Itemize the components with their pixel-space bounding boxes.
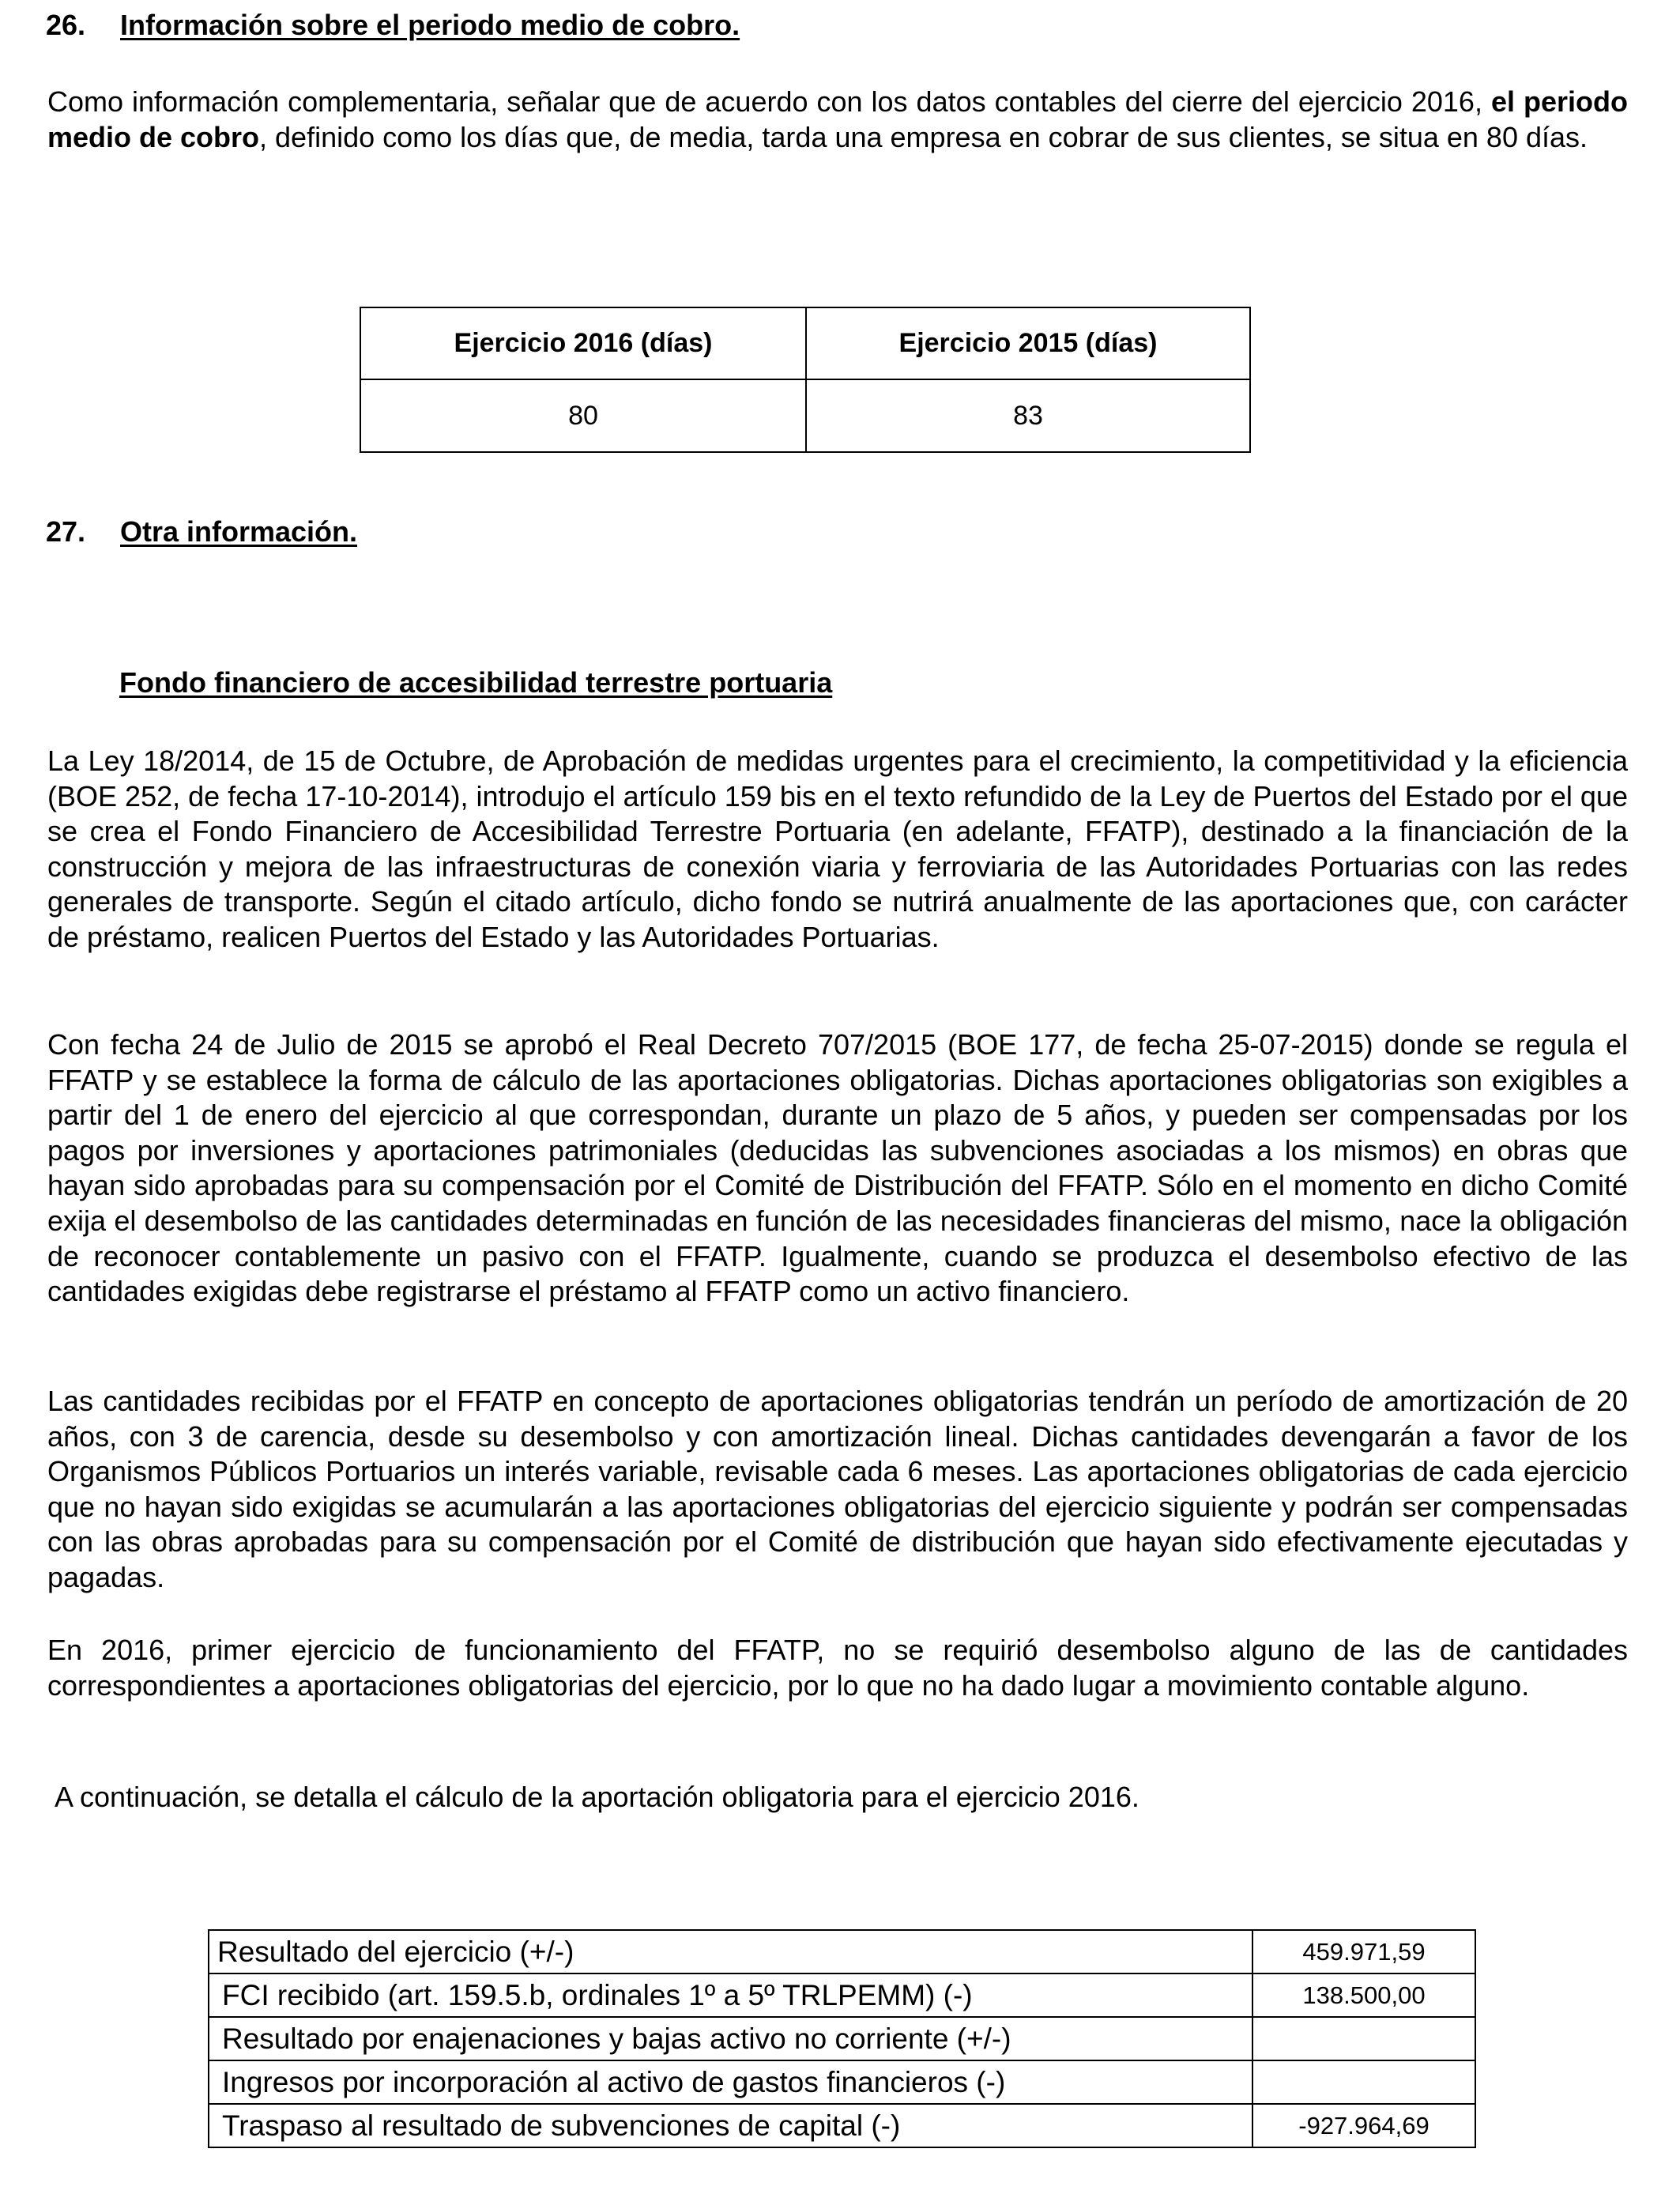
row-amount: 459.971,59: [1252, 1930, 1475, 1973]
row-label: Traspaso al resultado de subvenciones de capital (-): [209, 2104, 1252, 2147]
row-amount: -927.964,69: [1252, 2104, 1475, 2147]
section-27-heading: [46, 515, 357, 548]
row-amount: [1252, 2017, 1475, 2060]
table-row: [209, 2017, 1475, 2060]
section-26-paragraph-pre: Como información complementaria, señalar que de acuerdo con los datos contables del cierre del ejercicio 2016,: [47, 85, 1491, 118]
collection-period-header-row: [360, 307, 1250, 379]
section-26-paragraph-post: , definido como los días que, de media, tarda una empresa en cobrar de sus clientes, se situa en 80 días.: [259, 120, 1588, 153]
header-2015: Ejercicio 2015 (días): [806, 307, 1250, 379]
row-label: FCI recibido (art. 159.5.b, ordinales 1º a 5º TRLPEMM) (-): [209, 1973, 1252, 2017]
row-label: Resultado del ejercicio (+/-): [209, 1930, 1252, 1973]
value-2016: 80: [360, 379, 806, 452]
section-27-number: 27.: [46, 515, 86, 548]
value-2015: 83: [806, 379, 1250, 452]
row-amount: [1252, 2060, 1475, 2104]
table-row: [209, 1973, 1475, 2017]
section-26-number: 26.: [46, 9, 86, 41]
table-row: [209, 2104, 1475, 2147]
paragraph-cantidades: Las cantidades recibidas por el FFATP en concepto de aportaciones obligatorias tendrán un período de amortización de 20 años, con 3 de carencia, desde su desembolso y con amortización lineal. Dichas cantidades devengarán a favor de los Organismos Públicos Portuarios un interés variable, revisable cada 6 meses. Las aportaciones obligatorias de cada ejercicio que no hayan sido exigidas se acumularán a las aportaciones obligatorias del ejercicio siguiente y podrán ser compensadas con las obras aprobadas para su compensación por el Comité de distribución que hayan sido efectivamente ejecutadas y pagadas.: [47, 1385, 1628, 1593]
paragraph-calculo-intro: A continuación, se detalla el cálculo de la aportación obligatoria para el ejercicio 2016.: [55, 1781, 1139, 1813]
section-26-paragraph: [47, 85, 1628, 155]
table-row: [209, 2060, 1475, 2104]
row-amount: 138.500,00: [1252, 1973, 1475, 2017]
calculation-table: [208, 1929, 1476, 2148]
table-row: [209, 1930, 1475, 1973]
row-label: Ingresos por incorporación al activo de gastos financieros (-): [209, 2060, 1252, 2104]
paragraph-ley: La Ley 18/2014, de 15 de Octubre, de Aprobación de medidas urgentes para el crecimiento, la competitividad y la eficiencia (BOE 252, de fecha 17-10-2014), introdujo el artículo 159 bis en el texto refundido de la Ley de Puertos del Estado por el que se crea el Fondo Financiero de Accesibilidad Terrestre Portuaria (en adelante, FFATP), destinado a la financiación de la construcción y mejora de las infraestructuras de conexión viaria y ferroviaria de las Autoridades Portuarias con las redes generales de transporte. Según el citado artículo, dicho fondo se nutrirá anualmente de las aportaciones que, con carácter de préstamo, realicen Puertos del Estado y las Autoridades Portuarias.: [47, 745, 1628, 953]
section-26-title: Información sobre el periodo medio de cobro.: [120, 9, 740, 41]
paragraph-2016: En 2016, primer ejercicio de funcionamiento del FFATP, no se requirió desembolso alguno de las de cantidades correspondientes a aportaciones obligatorias del ejercicio, por lo que no ha dado lugar a movimiento contable alguno.: [47, 1634, 1628, 1702]
row-label: Resultado por enajenaciones y bajas activo no corriente (+/-): [209, 2017, 1252, 2060]
header-2016: Ejercicio 2016 (días): [360, 307, 806, 379]
paragraph-real-decreto: Con fecha 24 de Julio de 2015 se aprobó el Real Decreto 707/2015 (BOE 177, de fecha 25-07-2015) donde se regula el FFATP y se establece la forma de cálculo de las aportaciones obligatorias. Dichas aportaciones obligatorias son exigibles a partir del 1 de enero del ejercicio al que correspondan, durante un plazo de 5 años, y pueden ser compensadas por los pagos por inversiones y aportaciones patrimoniales (deducidas las subvenciones asociadas a los mismos) en obras que hayan sido aprobadas para su compensación por el Comité de Distribución del FFATP. Sólo en el momento en dicho Comité exija el desembolso de las cantidades determinadas en función de las necesidades financieras del mismo, nace la obligación de reconocer contablemente un pasivo con el FFATP. Igualmente, cuando se produzca el desembolso efectivo de las cantidades exigidas debe registrarse el préstamo al FFATP como un activo financiero.: [47, 1028, 1628, 1308]
ffatp-subheading: Fondo financiero de accesibilidad terrestre portuaria: [119, 666, 833, 699]
section-26-heading: [46, 9, 740, 42]
section-27-title: Otra información.: [120, 515, 358, 548]
section-26-paragraph-bold: el periodo medio de cobro: [47, 85, 1628, 153]
collection-period-table: [360, 307, 1251, 453]
collection-period-value-row: [360, 379, 1250, 452]
